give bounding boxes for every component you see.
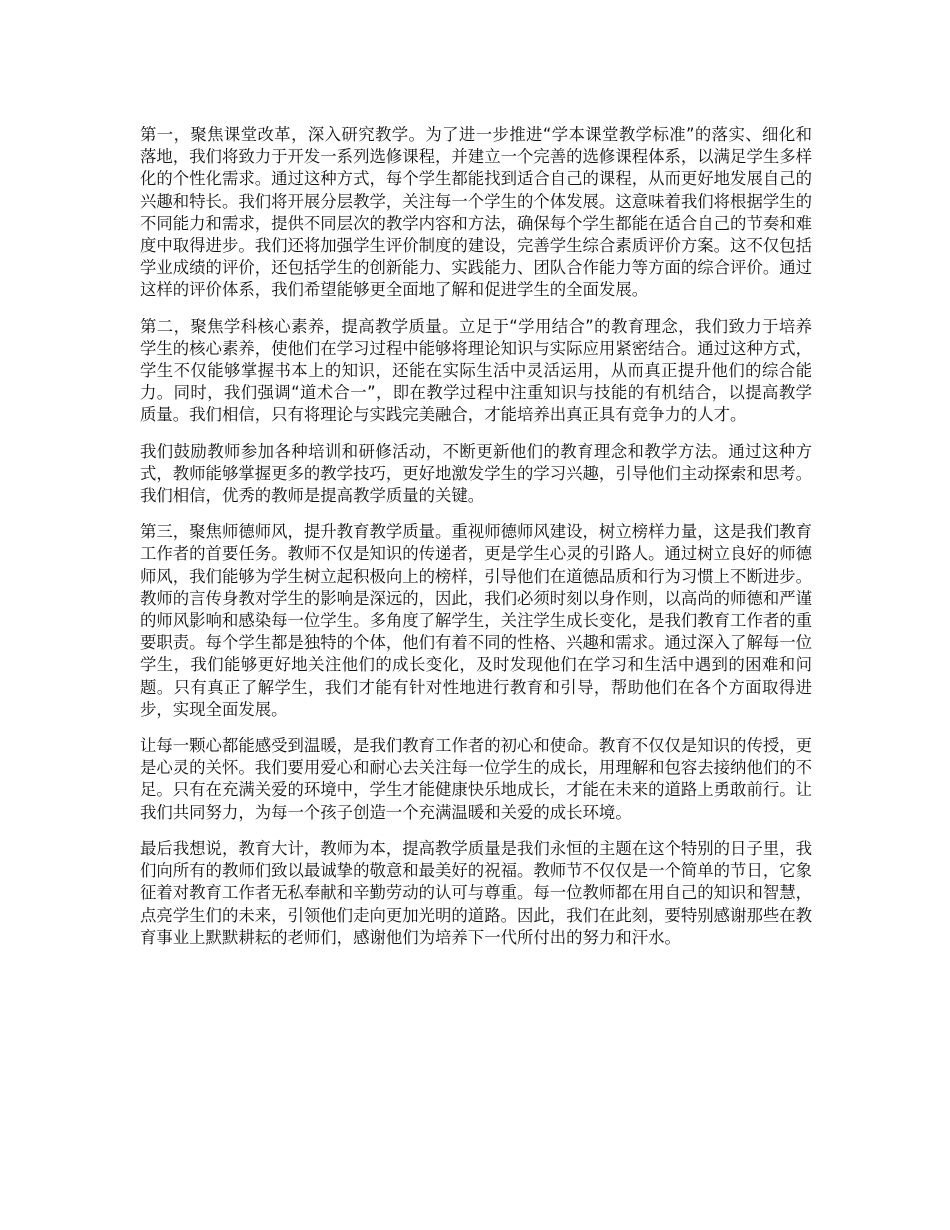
document-body [140,124,812,963]
paragraph-closing: 最后我想说，教育大计，教师为本，提高教学质量是我们永恒的主题在这个特别的日子里，我们向所有的教师们致以最诚挚的敬意和最美好的祝福。教师节不仅仅是一个简单的节日，它象征着对教育工作者无私奉献和辛勤劳动的认可与尊重。每一位教师都在用自己的知识和智慧，点亮学生们的未来，引领他们走向更加光明的道路。因此，我们在此刻，要特别感谢那些在教育事业上默默耕耘的老师们，感谢他们为培养下一代所付出的努力和汗水。 [140,838,813,947]
paragraph-teacher-ethics: 第三，聚焦师德师风，提升教育教学质量。重视师德师风建设，树立榜样力量，这是我们教育工作者的首要任务。教师不仅是知识的传递者，更是学生心灵的引路人。通过树立良好的师德师风，我们能够为学生树立起积极向上的榜样，引导他们在道德品质和行为习惯上不断进步。教师的言传身教对学生的影响是深远的，因此，我们必须时刻以身作则，以高尚的师德和严谨的师风影响和感染每一位学生。多角度了解学生，关注学生成长变化，是我们教育工作者的重要职责。每个学生都是独特的个体，他们有着不同的性格、兴趣和需求。通过深入了解每一位学生，我们能够更好地关注他们的成长变化，及时发现他们在学习和生活中遇到的困难和问题。只有真正了解学生，我们才能有针对性地进行教育和引导，帮助他们在各个方面取得进步，实现全面发展。 [140,522,813,719]
paragraph-warmth: 让每一颗心都能感受到温暖，是我们教育工作者的初心和使命。教育不仅仅是知识的传授，更是心灵的关怀。我们要用爱心和耐心去关注每一位学生的成长，用理解和包容去接纳他们的不足。只有在充满关爱的环境中，学生才能健康快乐地成长，才能在未来的道路上勇敢前行。让我们共同努力，为每一个孩子创造一个充满温暖和关爱的成长环境。 [140,736,813,822]
paragraph-core-literacy: 第二，聚焦学科核心素养，提高教学质量。立足于“学用结合”的教育理念，我们致力于培养学生的核心素养，使他们在学习过程中能够将理论知识与实际应用紧密结合。通过这种方式，学生不仅能够掌握书本上的知识，还能在实际生活中灵活运用，从而真正提升他们的综合能力。同时，我们强调“道术合一”，即在教学过程中注重知识与技能的有机结合，以提高教学质量。我们相信，只有将理论与实践完美融合，才能培养出真正具有竞争力的人才。 [140,316,813,425]
paragraph-teacher-training: 我们鼓励教师参加各种培训和研修活动，不断更新他们的教育理念和教学方法。通过这种方式，教师能够掌握更多的教学技巧，更好地激发学生的学习兴趣，引导他们主动探索和思考。我们相信，优秀的教师是提高教学质量的关键。 [140,441,813,506]
paragraph-classroom-reform: 第一，聚焦课堂改革，深入研究教学。为了进一步推进“学本课堂教学标准”的落实、细化和落地，我们将致力于开发一系列选修课程，并建立一个完善的选修课程体系，以满足学生多样化的个性化需求。通过这种方式，每个学生都能找到适合自己的课程，从而更好地发展自己的兴趣和特长。我们将开展分层教学，关注每一个学生的个体发展。这意味着我们将根据学生的不同能力和需求，提供不同层次的教学内容和方法，确保每个学生都能在适合自己的节奏和难度中取得进步。我们还将加强学生评价制度的建设，完善学生综合素质评价方案。这不仅包括学业成绩的评价，还包括学生的创新能力、实践能力、团队合作能力等方面的综合评价。通过这样的评价体系，我们希望能够更全面地了解和促进学生的全面发展。 [140,125,813,300]
